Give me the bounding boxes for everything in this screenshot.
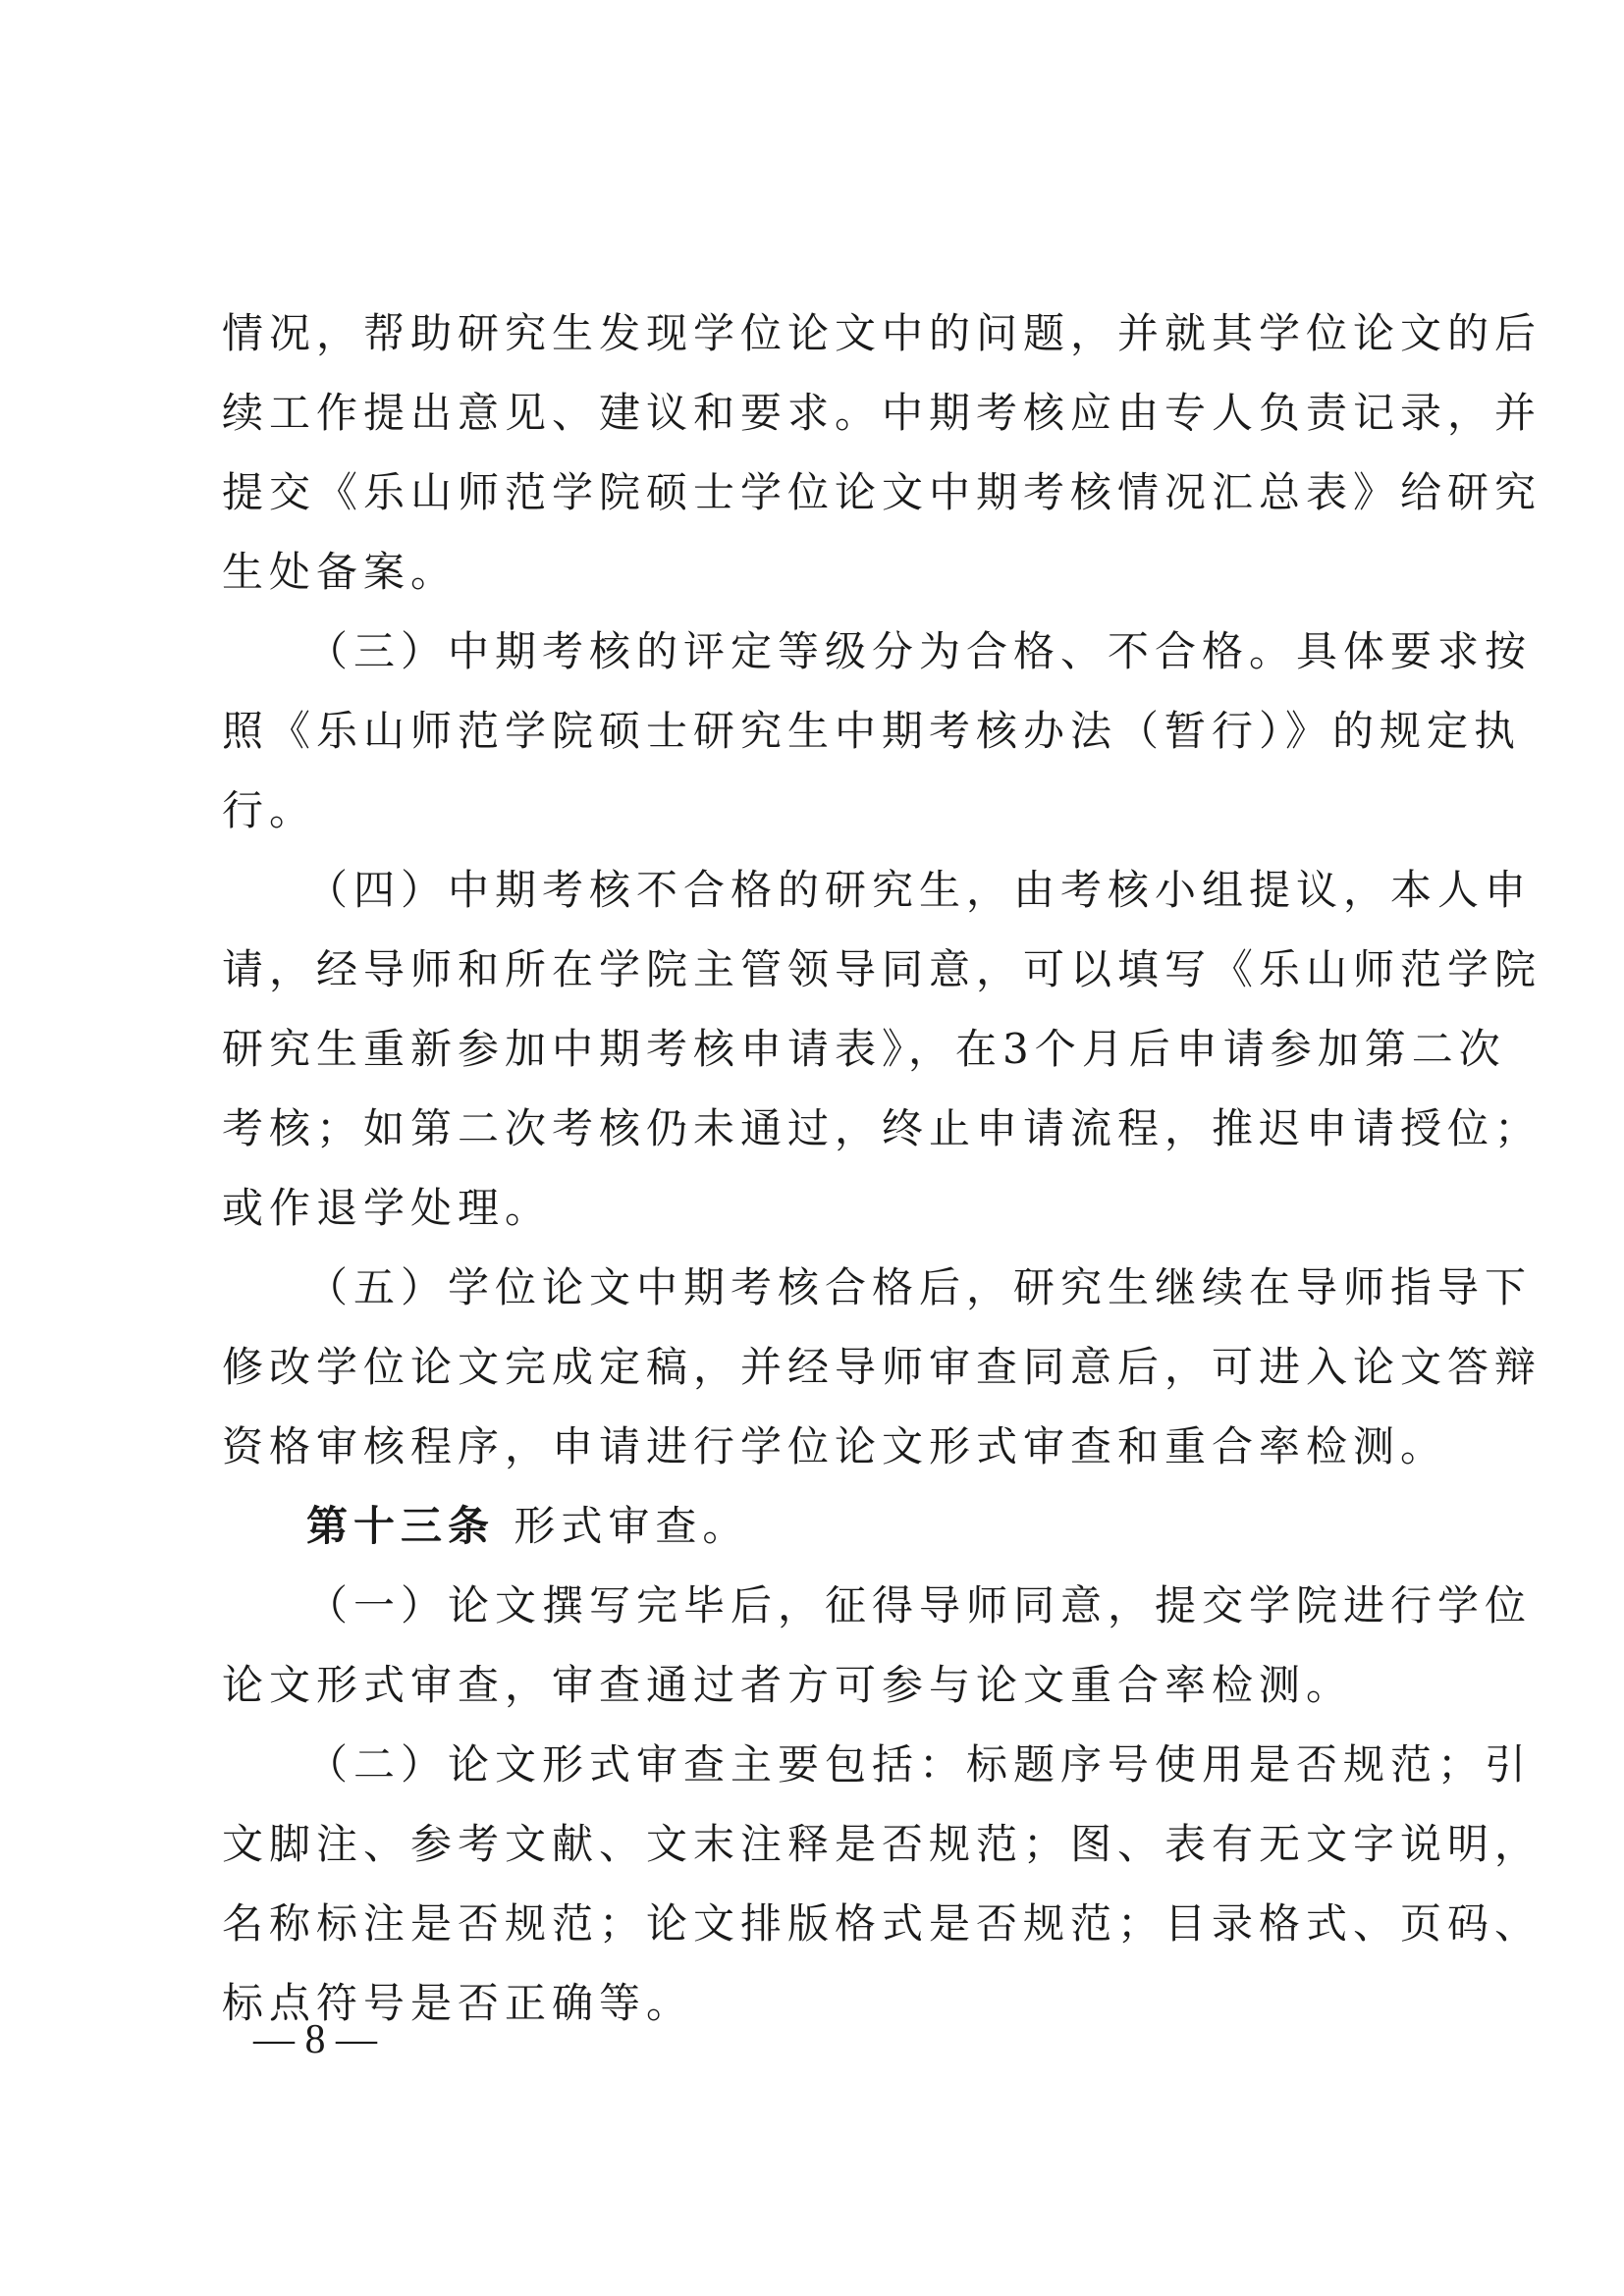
- paragraph-line: （一）论文撰写完毕后，征得导师同意，提交学院进行学位: [306, 1581, 1533, 1629]
- paragraph-line: 名称标注是否规范；论文排版格式是否规范；目录格式、页码、: [222, 1899, 1543, 1948]
- paragraph-line: （二）论文形式审查主要包括：标题序号使用是否规范；引: [306, 1740, 1533, 1789]
- paragraph-line: 研究生重新参加中期考核申请表》，在3个月后申请参加第二次: [222, 1025, 1506, 1073]
- article-heading-line: [306, 1487, 1435, 1566]
- paragraph-line: 标点符号是否正确等。: [222, 1979, 694, 2027]
- article-title: 形式审查。: [495, 1502, 750, 1550]
- paragraph-line: （四）中期考核不合格的研究生，由考核小组提议，本人申: [306, 866, 1533, 914]
- paragraph-line: 文脚注、参考文献、文末注释是否规范；图、表有无文字说明，: [222, 1820, 1543, 1868]
- paragraph-line: 考核；如第二次考核仍未通过，终止申请流程，推迟申请授位；: [222, 1104, 1543, 1152]
- paragraph-line: 请，经导师和所在学院主管领导同意，可以填写《乐山师范学院: [222, 945, 1543, 993]
- paragraph-line: 情况，帮助研究生发现学位论文中的问题，并就其学位论文的后: [222, 309, 1543, 357]
- paragraph-line: 或作退学处理。: [222, 1184, 553, 1232]
- paragraph-line: 提交《乐山师范学院硕士学位论文中期考核情况汇总表》给研究: [222, 468, 1543, 516]
- paragraph-line: （三）中期考核的评定等级分为合格、不合格。具体要求按: [306, 627, 1533, 675]
- paragraph-line: 论文形式审查，审查通过者方可参与论文重合率检测。: [222, 1661, 1354, 1709]
- paragraph-line: 照《乐山师范学院硕士研究生中期考核办法（暂行）》的规定执: [222, 707, 1522, 755]
- paragraph-line: 续工作提出意见、建议和要求。中期考核应由专人负责记录，并: [222, 389, 1543, 437]
- paragraph-line: 行。: [222, 786, 317, 834]
- paragraph-line: 资格审核程序，申请进行学位论文形式审查和重合率检测。: [222, 1422, 1448, 1470]
- paragraph-line: 修改学位论文完成定稿，并经导师审查同意后，可进入论文答辩: [222, 1343, 1543, 1391]
- article-number: 第十三条: [306, 1502, 496, 1550]
- page-number: — 8 —: [253, 2017, 377, 2062]
- paragraph-line: 生处备案。: [222, 548, 459, 596]
- paragraph-line: （五）学位论文中期考核合格后，研究生继续在导师指导下: [306, 1263, 1533, 1311]
